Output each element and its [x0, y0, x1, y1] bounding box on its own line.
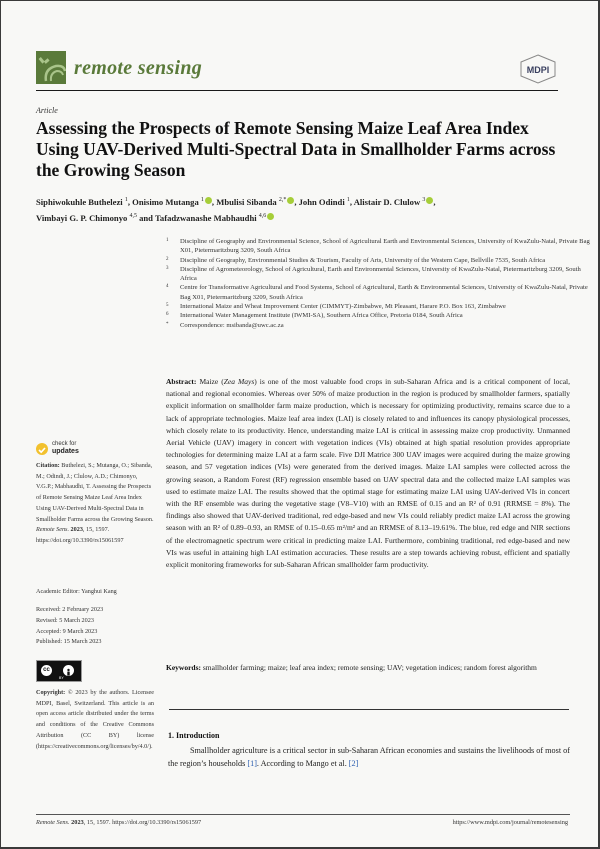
orcid-icon[interactable]: [287, 197, 294, 204]
citation-block: Citation: Buthelezi, S.; Mutanga, O.; Sibanda, M.; Odindi, J.; Clulow, A.D.; Chimonyo, V.G.P.; Mabhaudhi, T. Assessing the Prospects of Remote Sensing Maize Leaf Area Index Using UAV-Derived Multi-Spectral Data in Smallholder Farms across the Growing Season. Remote Sens. 2023, 15, 1597. https://doi.org/10.3390/rs15061597: [36, 462, 154, 544]
revised-date: Revised: 5 March 2023: [36, 616, 94, 624]
author-list: Siphiwokuhle Buthelezi $^1$, Onisimo Mutanga $^1$ , Mbulisi Sibanda $^{2,*}$ , John Odindi $^1$, Alistair D. Clulow $^3$ , Vimbayi G. P. Chimonyo $^{4,5}$ and Tafadzwanashe Mabhaudhi $^{4,6}$: [36, 196, 436, 223]
publication-dates: [36, 605, 103, 648]
paper-title: Assessing the Prospects of Remote Sensing Maize Leaf Area Index Using UAV-Derived Multi-Spectral Data in Smallholder Farms across the Growing Season: [36, 118, 556, 180]
author: Mbulisi Sibanda: [216, 196, 277, 207]
received-date: Received: 2 February 2023: [36, 606, 104, 613]
affiliation: 1 Discipline of Geography and Environmental Science, School of Agricultural Earth and Environmental Sciences, University of KwaZulu-Natal, Private Bag X01, Pietermaritzburg 3209, South Africa: [166, 238, 590, 255]
author: Siphiwokuhle Buthelezi: [36, 196, 123, 207]
article-type: Article: [36, 106, 58, 115]
abstract: Abstract: Maize (Zea Mays) is one of the most valuable food crops in sub-Saharan Africa and is a critical component of local, national and regional economies. Whereas over 50% of maize production in the region is produced by smallholder farmers, spatially explicit information on smallholder farm maize production, which is necessary for optimizing productivity, remains scarce due to a lack of appropriate technologies. Maize leaf area index (LAI) is closely related to and influences its canopy physiological processes, which closely relate to its productivity. Hence, understanding maize LAI is critical in assessing maize crop productivity. Unmanned Aerial Vehicle (UAV) imagery in concert with vegetation indices (VIs) obtained at high spatial resolution provides appropriate technologies for determining maize LAI at a farm scale. Five DJI Matrice 300 UAV images were acquired during the maize growing season, and 57 vegetation indices (VIs) were generated from the derived images. Maize LAI samples were collected across the growing season, a Random Forest (RF) regression ensemble based on UAV spectral data and the collected maize LAI samples was used to estimate maize LAI. The results showed that the optimal stage for estimating maize LAI using UAV-derived VIs in concert with the RF ensemble was during the vegetative stage (V8–V10) with an RMSE of 0.15 and an R² of 0.91 (RRMSE = 8%). The findings also showed that UAV-derived traditional, red edge-based and new VIs could reliably predict maize LAI across the growing season with an R² of 0.89–0.93, an RMSE of 0.15–0.65 m²/m² and an RRMSE of 8.13–19.61%. The blue, red edge and NIR sections of the electromagnetic spectrum were critical in predicting maize LAI. Furthermore, combining traditional, red edge-based and new VIs was useful in attaining high LAI estimation accuracies. These results are a step towards achieving robust, efficient and spatially explicit monitoring frameworks for sub-Saharan African smallholder farm productivity.: [166, 377, 571, 570]
affiliation: 3 Discipline of Agrometeorology, School of Agricultural, Earth and Environmental Sciences, University of KwaZulu-Natal, Pietermaritzburg 3209, South Africa: [166, 265, 581, 283]
affiliation: 5 International Maize and Wheat Improvement Center (CIMMYT)-Zimbabwe, Mt Pleasant, Harare P.O. Box 163, Zimbabwe: [166, 303, 506, 311]
footer-citation: Remote Sens. 2023, 15, 1597. https://doi.org/10.3390/rs15061597: [36, 819, 202, 826]
footer-doi-link[interactable]: , 15, 1597. https://doi.org/10.3390/rs15061597: [83, 819, 202, 826]
check-for-updates-button[interactable]: check for updates: [36, 441, 116, 457]
keywords-label: Keywords:: [166, 663, 201, 672]
academic-editor: Academic Editor: Yanghui Kang: [36, 588, 117, 595]
divider: [169, 709, 569, 710]
correspondence: * Correspondence: msibanda@uwc.ac.za: [166, 321, 284, 329]
orcid-icon[interactable]: [205, 197, 212, 204]
author: Vimbayi G. P. Chimonyo: [36, 212, 128, 223]
copyright-notice: Copyright: © 2023 by the authors. Licensee MDPI, Basel, Switzerland. This article is an open access article distributed under the terms and conditions of the Creative Commons Attribution (CC BY) license (https://creativecommons.org/licenses/by/4.0/).: [36, 689, 154, 750]
keywords: Keywords: smallholder farming; maize; leaf area index; remote sensing; UAV; vegetation indices; random forest algorithm: [166, 663, 537, 672]
introduction-paragraph: Smallholder agriculture is a critical sector in sub-Saharan African economies and sustains the livelihoods of most of the region’s households [1]. According to Mango et al. [2]: [168, 746, 570, 768]
mdpi-logo-icon: [518, 54, 558, 84]
abstract-label: Abstract:: [166, 377, 197, 386]
checkmark-icon: [36, 443, 48, 455]
paper-page: [1, 1, 598, 847]
journal-logo-icon: [36, 51, 66, 84]
orcid-icon[interactable]: [426, 197, 433, 204]
citation-link[interactable]: [1]: [247, 759, 257, 768]
citation-link[interactable]: [2]: [348, 759, 359, 768]
published-date: Published: 15 March 2023: [36, 638, 102, 646]
affiliation: 4 Centre for Transformative Agricultural and Food Systems, School of Agricultural, Earth & Environmental Sciences, University of KwaZulu-Natal, Private Bag X01, Pietermaritzburg 3209, South Africa: [166, 284, 588, 301]
affiliations: [166, 237, 591, 330]
journal-url-link[interactable]: https://www.mdpi.com/journal/remotesensing: [452, 819, 568, 826]
orcid-icon[interactable]: [267, 213, 274, 220]
journal-name: remote sensing: [74, 57, 203, 79]
affiliation: 2 Discipline of Geography, Environmental Studies & Tourism, Faculty of Arts, University of the Western Cape, Bellville 7535, South Africa: [166, 256, 546, 264]
doi-link[interactable]: , 15, 1597. https://doi.org/10.3390/rs15061597: [36, 526, 124, 544]
author: Tafadzwanashe Mabhaudhi: [154, 212, 257, 223]
svg-text:MDPI: MDPI: [526, 65, 550, 75]
footer-divider: [36, 814, 570, 815]
author: Alistair D. Clulow: [353, 196, 421, 207]
author: Onisimo Mutanga: [132, 196, 199, 207]
cc-by-license-icon[interactable]: cc BY: [36, 660, 82, 682]
author: John Odindi: [298, 196, 345, 207]
section-heading: 1. Introduction: [168, 731, 220, 740]
cc-icon: cc: [40, 664, 53, 677]
journal-header: [36, 51, 558, 91]
accepted-date: Accepted: 9 March 2023: [36, 627, 98, 635]
affiliation: 6 International Water Management Institute (IWMI-SA), Southern Africa Office, Pretoria 0184, South Africa: [166, 312, 463, 320]
